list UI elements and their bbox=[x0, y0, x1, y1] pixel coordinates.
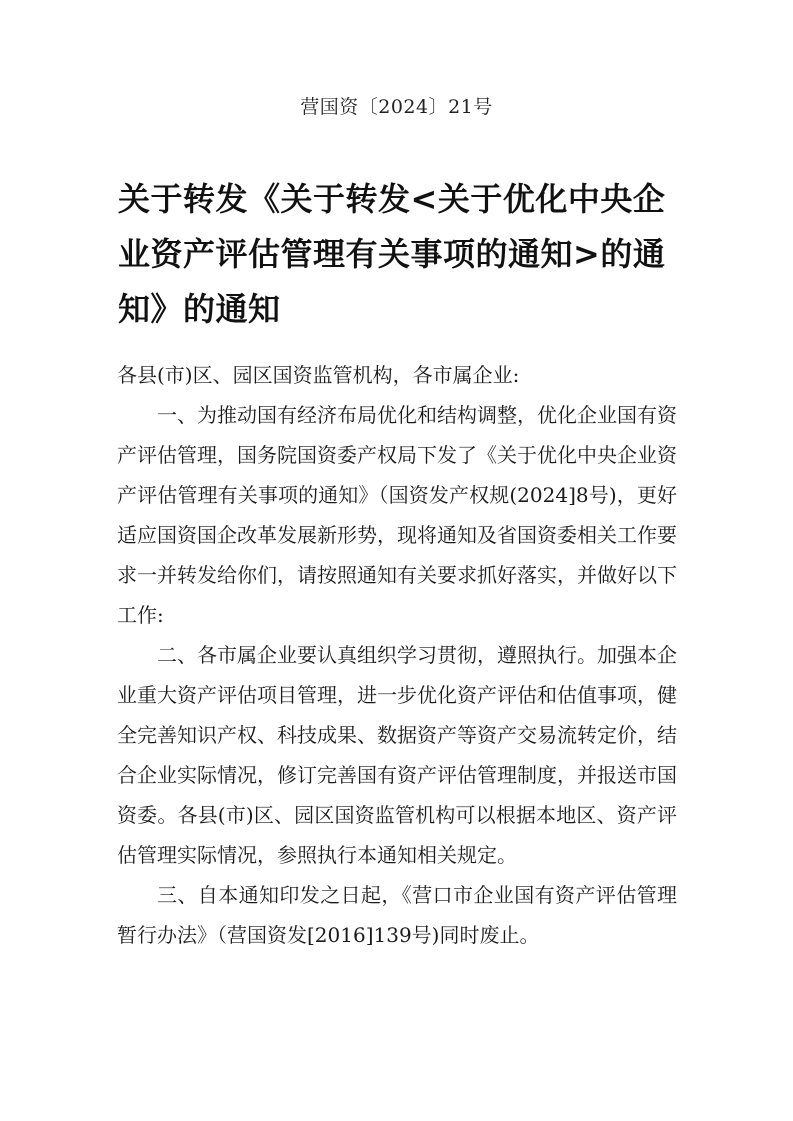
paragraph-1: 一、为推动国有经济布局优化和结构调整，优化企业国有资产评估管理，国务院国资委产权局下发了《关于优化中央企业资产评估管理有关事项的通知》（国资发产权规(2024]8号)，更好适应国资国企改革发展新形势，现将通知及省国资委相关工作要求一并转发给你们，请按照通知有关要求抓好落实，并做好以下工作: bbox=[117, 403, 677, 627]
document-title: 关于转发《关于转发<关于优化中央企业资产评估管理有关事项的通知>的通知》的通知 bbox=[118, 180, 666, 328]
paragraph-2: 二、各市属企业要认真组织学习贯彻，遵照执行。加强本企业重大资产评估项目管理，进一步优化资产评估和估值事项，健全完善知识产权、科技成果、数据资产等资产交易流转定价，结合企业实际情况，修订完善国有资产评估管理制度，并报送市国资委。各县(市)区、园区国资监管机构可以根据本地区、资产评估管理实际情况，参照执行本通知相关规定。 bbox=[117, 643, 677, 867]
document-body bbox=[117, 355, 677, 955]
paragraph-3: 三、自本通知印发之日起，《营口市企业国有资产评估管理暂行办法》（营国资发[2016]139号)同时废止。 bbox=[117, 883, 677, 947]
salutation: 各县(市)区、园区国资监管机构，各市属企业: bbox=[117, 363, 520, 387]
document-number: 营国资〔2024〕21号 bbox=[300, 96, 493, 118]
